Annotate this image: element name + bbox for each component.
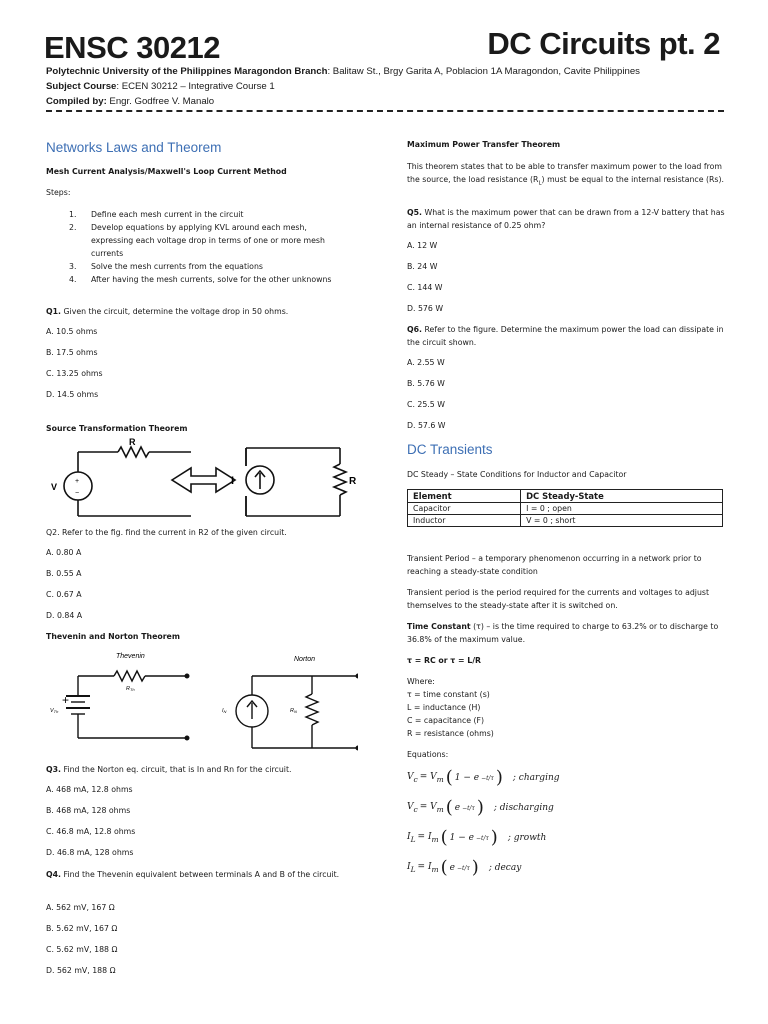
where-label: Where:: [407, 677, 435, 686]
q1-option-a: A. 10.5 ohms: [46, 327, 98, 336]
q3-option-c: C. 46.8 mA, 12.8 ohms: [46, 827, 136, 836]
q3-option-d: D. 46.8 mA, 128 ohms: [46, 848, 134, 857]
q3-option-a: A. 468 mA, 12.8 ohms: [46, 785, 133, 794]
fig-label-thevenin-plus: +: [62, 693, 70, 707]
equation-decay: $I_L$ = $I_m$ ( e −t/τ ) ; decay: [407, 857, 522, 878]
fig-label-i: I: [231, 475, 235, 487]
thevenin-norton-title: Thevenin and Norton Theorem: [46, 632, 180, 641]
q5-option-d: D. 576 W: [407, 304, 444, 313]
q3-option-b: B. 468 mA, 128 ohms: [46, 806, 131, 815]
step-item: 1. Define each mesh current in the circuit: [69, 210, 244, 219]
subject-line: [46, 81, 275, 92]
q5-option-a: A. 12 W: [407, 241, 438, 250]
where-item: C = capacitance (F): [407, 716, 485, 725]
question-q5: Q5. What is the maximum power that can be drawn from a 12-V battery that has an internal resistance of 0.25 ohm?: [407, 208, 725, 230]
time-constant-definition: Time Constant (τ) – is the time required to charge to 63.2% or to discharge to 36.8% of the maximum value.: [407, 622, 719, 644]
table-header-row: [408, 490, 723, 503]
header-divider: [46, 110, 724, 112]
thevenin-figure-labels: [50, 653, 315, 714]
q1-option-c: C. 13.25 ohms: [46, 369, 103, 378]
question-q6: Q6. Refer to the figure. Determine the maximum power the load can dissipate in the circuit shown.: [407, 325, 724, 347]
source-figure-labels: [51, 437, 356, 497]
fig-label-norton: Norton: [294, 656, 316, 663]
fig-label-minus: −: [75, 490, 80, 497]
compiled-value: Engr. Godfree V. Manalo: [106, 96, 215, 107]
q6-option-a: A. 2.55 W: [407, 358, 445, 367]
equation-discharging: $V_c$ = $V_m$ ( e −t/τ ) ; discharging: [407, 797, 554, 818]
table-row: [408, 503, 723, 515]
fig-label-v: V: [51, 482, 58, 492]
fig-label-vth: VTh: [50, 708, 59, 714]
school-name: Polytechnic University of the Philippines Maragondon Branch: [46, 66, 328, 77]
q2-option-a: A. 0.80 A: [46, 548, 82, 557]
q4-option-c: C. 5.62 mV, 188 Ω: [46, 945, 118, 954]
fig-label-thevenin: Thevenin: [116, 653, 145, 660]
mpt-text: This theorem states that to be able to transfer maximum power to the load from the source, the load resistance $(R_L)$ must be equal to the internal resistance (Rs).: [407, 162, 725, 187]
section-title-networks: Networks Laws and Theorem: [46, 140, 222, 155]
table-cell: Inductor: [408, 515, 521, 527]
source-transformation-title: Source Transformation Theorem: [46, 424, 188, 433]
step-item: 2. Develop equations by applying KVL around each mesh, expressing each voltage drop in terms of one or more mesh currents: [69, 223, 325, 258]
mesh-title: Mesh Current Analysis/Maxwell's Loop Current Method: [46, 167, 287, 176]
where-item: R = resistance (ohms): [407, 729, 494, 738]
tau-formula: τ = RC or τ = L/R: [407, 656, 482, 665]
q4-option-b: B. 5.62 mV, 167 Ω: [46, 924, 118, 933]
thevenin-norton-figure: [46, 648, 358, 756]
table-cell: V = 0 ; short: [521, 515, 723, 527]
step-item: 3. Solve the mesh currents from the equations: [69, 262, 263, 271]
steps-list: [46, 208, 346, 286]
fig-label-rn: RN: [290, 708, 297, 714]
q2-option-d: D. 0.84 A: [46, 611, 83, 620]
question-q4: Q4. Find the Thevenin equivalent between terminals A and B of the circuit.: [46, 870, 340, 879]
q6-option-c: C. 25.5 W: [407, 400, 445, 409]
q4-option-a: A. 562 mV, 167 Ω: [46, 903, 115, 912]
where-item: L = inductance (H): [407, 703, 481, 712]
steady-state-title: DC Steady – State Conditions for Inductor and Capacitor: [407, 470, 627, 479]
fig-label-rth: RTh: [126, 686, 135, 692]
step-item: 4. After having the mesh currents, solve for the other unknowns: [69, 275, 332, 284]
question-q3: Q3. Find the Norton eq. circuit, that is In and Rn for the circuit.: [46, 765, 292, 774]
fig-label-r-right: R: [349, 476, 356, 487]
q2-option-b: B. 0.55 A: [46, 569, 82, 578]
fig-label-in: IN: [222, 708, 227, 714]
equation-charging: $V_c$ = $V_m$ ( 1 − e −t/τ ) ; charging: [407, 767, 560, 788]
transient-definition: Transient Period – a temporary phenomenon occurring in a network prior to reaching a steady-state condition: [407, 554, 702, 576]
table-cell: Capacitor: [408, 503, 521, 515]
table-row: [408, 515, 723, 527]
q5-option-c: C. 144 W: [407, 283, 443, 292]
q2-option-c: C. 0.67 A: [46, 590, 82, 599]
equations-label: Equations:: [407, 750, 449, 759]
subject-value: : ECEN 30212 – Integrative Course 1: [116, 81, 275, 92]
table-header-element: Element: [408, 490, 521, 503]
fig-label-r-top: R: [129, 437, 136, 447]
mpt-title: Maximum Power Transfer Theorem: [407, 140, 561, 149]
compiled-line: [46, 96, 214, 107]
q6-option-b: B. 5.76 W: [407, 379, 445, 388]
school-line: [46, 66, 640, 77]
q6-option-d: D. 57.6 W: [407, 421, 446, 430]
fig-label-plus: +: [75, 478, 80, 485]
course-code: ENSC 30212: [44, 30, 220, 65]
table-cell: I = 0 ; open: [521, 503, 723, 515]
subject-label: Subject Course: [46, 81, 117, 92]
table-header-steady-state: DC Steady-State: [521, 490, 723, 503]
transient-definition-2: Transient period is the period required for the currents and voltages to adjust themselves to the steady-state after it is switched on.: [407, 588, 710, 610]
q4-option-d: D. 562 mV, 188 Ω: [46, 966, 116, 975]
question-q2: Q2. Refer to the fig. find the current in R2 of the given circuit.: [46, 528, 287, 537]
document-title: DC Circuits pt. 2: [487, 26, 720, 61]
source-transformation-figure: [46, 436, 356, 520]
equation-growth: $I_L$ = $I_m$ ( 1 − e −t/τ ) ; growth: [407, 827, 547, 848]
section-title-transients: DC Transients: [407, 442, 493, 457]
where-item: τ = time constant (s): [407, 690, 490, 699]
compiled-label: Compiled by:: [46, 96, 107, 107]
q1-option-d: D. 14.5 ohms: [46, 390, 99, 399]
question-q1: Q1. Given the circuit, determine the voltage drop in 50 ohms.: [46, 307, 289, 316]
steady-state-table: [407, 489, 723, 527]
q5-option-b: B. 24 W: [407, 262, 438, 271]
school-address: : Balitaw St., Brgy Garita A, Poblacion 1A Maragondon, Cavite Philippines: [327, 66, 640, 77]
steps-label: Steps:: [46, 188, 71, 197]
q1-option-b: B. 17.5 ohms: [46, 348, 98, 357]
